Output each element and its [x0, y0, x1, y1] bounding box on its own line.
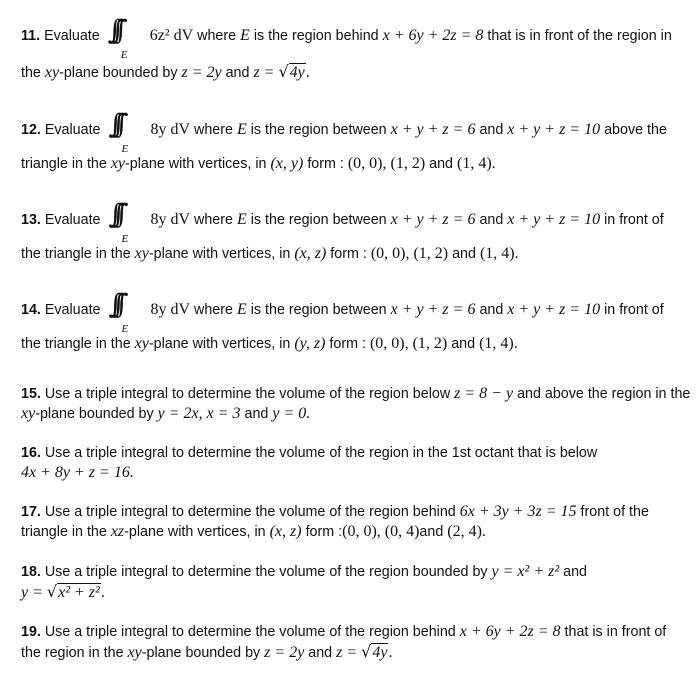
equation: x + 6y + 2z = 8: [382, 26, 484, 44]
problem-number: 17.: [21, 504, 41, 520]
square-root: √4y: [278, 62, 305, 81]
problem-12: 12. Evaluate ∫∫∫ E 8y dV where E is the region between x + y + z = 6 and x + y + z = 10 above the triangle in the xy-plane with vertices, in (x, y) form : (0, 0), (1, 2) and (1, 4).: [21, 109, 667, 172]
problem-number: 15.: [21, 386, 41, 402]
problem-14: 14. Evaluate ∫∫∫ E 8y dV where E is the region between x + y + z = 6 and x + y + z = 10 in front of the triangle in the xy-plane with vertices, in (y, z) form : (0, 0), (1, 2) and (1, 4).: [21, 289, 664, 352]
triple-integral-symbol: ∫∫∫ E: [108, 289, 129, 335]
triple-integral-symbol: ∫∫∫ E: [108, 109, 129, 155]
problem-number: 13.: [21, 211, 41, 228]
problem-11: 11. Evaluate ∫∫∫ E 6z² dV where E is the region behind x + 6y + 2z = 8 that is in front of the region in the xy-plane bounded by z = 2y and z = √4y.: [21, 15, 672, 81]
problem-number: 16.: [21, 445, 41, 461]
integrand: 6z² dV: [149, 26, 194, 44]
problem-16: 16. Use a triple integral to determine the volume of the region in the 1st octant that is below 4x + 8y + z = 16.: [21, 445, 598, 481]
square-root: √x² + z²: [46, 582, 100, 601]
problem-number: 14.: [21, 301, 41, 318]
problem-18: 18. Use a triple integral to determine the volume of the region bounded by y = x² + z² and y = √x² + z².: [21, 563, 587, 601]
square-root: √4y: [361, 642, 388, 661]
integrand: 8y dV: [150, 210, 191, 228]
problem-number: 11.: [21, 27, 41, 44]
problem-number: 12.: [21, 121, 41, 138]
triple-integral-symbol: ∫∫∫ E: [107, 15, 128, 61]
integrand: 8y dV: [150, 300, 191, 318]
problem-number: 19.: [21, 624, 41, 640]
triple-integral-symbol: ∫∫∫ E: [108, 199, 129, 245]
problem-19: 19. Use a triple integral to determine the volume of the region behind x + 6y + 2z = 8 that is in front of the region in the xy-plane bounded by z = 2y and z = √4y.: [21, 623, 667, 661]
problem-15: 15. Use a triple integral to determine the volume of the region below z = 8 − y and above the region in the xy-plane bounded by y = 2x, x = 3 and y = 0.: [21, 385, 691, 422]
problem-17: 17. Use a triple integral to determine the volume of the region behind 6x + 3y + 3z = 15 front of the triangle in the xz-plane with vertices, in (x, z) form :(0, 0), (0, 4)and (2, 4).: [21, 503, 649, 540]
problem-number: 18.: [21, 564, 41, 580]
problem-13: 13. Evaluate ∫∫∫ E 8y dV where E is the region between x + y + z = 6 and x + y + z = 10 in front of the triangle in the xy-plane with vertices, in (x, z) form : (0, 0), (1, 2) and (1, 4).: [21, 199, 664, 262]
integrand: 8y dV: [150, 120, 191, 138]
